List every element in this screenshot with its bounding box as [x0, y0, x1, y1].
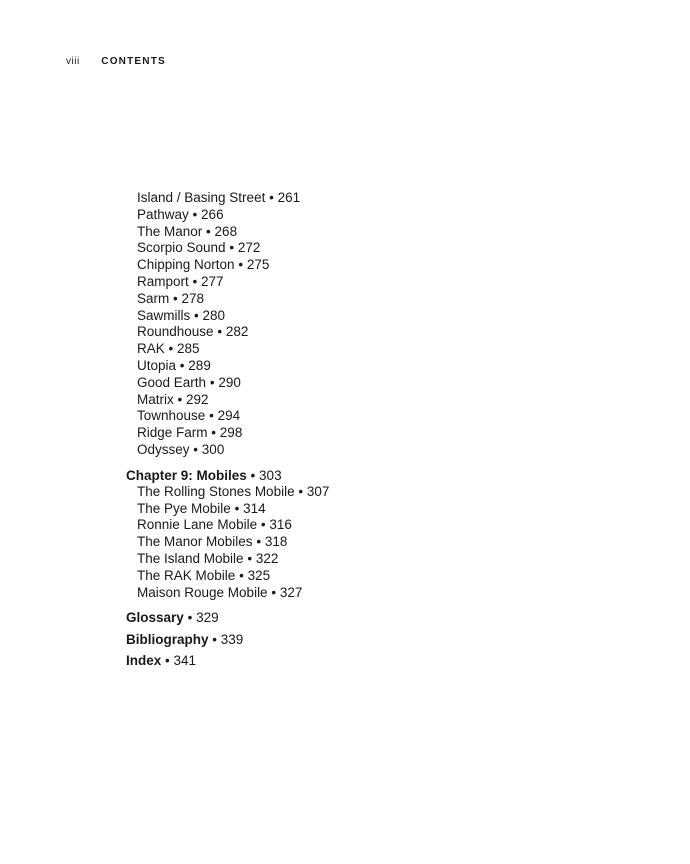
- back-matter: [126, 609, 546, 669]
- toc-entry-title: Utopia: [137, 357, 177, 373]
- toc-entry-title: Ramport: [137, 273, 189, 289]
- toc-separator: •: [173, 290, 178, 306]
- toc-entry-title: The Manor Mobiles: [137, 534, 253, 550]
- toc-entry-page: 322: [255, 550, 279, 566]
- toc-back-page: 339: [220, 631, 244, 647]
- toc-separator: •: [168, 341, 174, 357]
- toc-entry: [137, 534, 546, 551]
- toc-back-entry: [126, 631, 546, 648]
- toc-entry-page: 261: [277, 190, 301, 205]
- toc-entry-page: 272: [237, 240, 261, 256]
- toc-back-page: 329: [196, 610, 219, 626]
- toc-back-entry: [126, 609, 546, 626]
- page-number: viii: [66, 56, 80, 67]
- toc-entry: [137, 442, 546, 459]
- toc-separator: •: [250, 467, 256, 483]
- toc-separator: •: [177, 391, 183, 407]
- toc-entry-title: Sawmills: [137, 307, 191, 323]
- toc-entry-title: Matrix: [137, 391, 174, 407]
- toc-separator: •: [234, 500, 240, 516]
- toc-separator: •: [271, 584, 277, 600]
- toc-entry-page: 318: [264, 534, 288, 550]
- toc-separator: •: [211, 425, 217, 441]
- toc-separator: •: [256, 534, 262, 550]
- toc-entry: [137, 240, 546, 257]
- toc-entry-page: 277: [201, 273, 224, 289]
- toc-entry: [137, 257, 546, 274]
- toc-entry-page: 292: [186, 391, 209, 407]
- toc-entry: [137, 517, 546, 534]
- toc-entry-page: 280: [202, 307, 226, 323]
- toc-separator: •: [193, 441, 199, 457]
- toc-entry-title: Townhouse: [137, 408, 206, 424]
- table-of-contents: [126, 190, 546, 669]
- toc-entry-title: Ronnie Lane Mobile: [137, 517, 258, 533]
- toc-entry-page: 327: [279, 584, 303, 600]
- toc-separator: •: [217, 324, 223, 340]
- toc-entry: [137, 190, 546, 207]
- toc-entry: [137, 568, 546, 585]
- toc-entry: [137, 207, 546, 224]
- toc-entry: [137, 392, 546, 409]
- toc-entry-page: 316: [269, 517, 292, 533]
- toc-entry-title: Roundhouse: [137, 324, 214, 340]
- toc-entry: [137, 585, 546, 602]
- toc-separator: •: [212, 631, 218, 647]
- toc-entry-title: Scorpio Sound: [137, 240, 226, 256]
- toc-back-title: Bibliography: [126, 631, 209, 647]
- toc-entry: [137, 551, 546, 568]
- toc-entry: [137, 484, 546, 501]
- toc-separator: •: [179, 357, 185, 373]
- toc-entry: [137, 375, 546, 392]
- toc-entry: [137, 341, 546, 358]
- toc-entry-page: 294: [217, 408, 241, 424]
- toc-entry-page: 275: [246, 257, 270, 273]
- toc-separator: •: [192, 206, 198, 222]
- toc-entry-page: 290: [218, 374, 241, 390]
- running-head-title: CONTENTS: [101, 56, 166, 67]
- chapter-heading: [126, 467, 546, 484]
- toc-entry-page: 307: [306, 483, 330, 499]
- running-head: [66, 56, 166, 68]
- toc-entry: [137, 274, 546, 291]
- toc-separator: •: [269, 190, 274, 205]
- toc-entry-title: Odyssey: [137, 441, 190, 457]
- toc-separator: •: [260, 517, 266, 533]
- toc-entry-title: The RAK Mobile: [137, 567, 236, 583]
- toc-back-title: Index: [126, 653, 162, 669]
- toc-separator: •: [239, 567, 244, 583]
- toc-entry: [137, 308, 546, 325]
- toc-entry-page: 285: [177, 341, 200, 357]
- toc-separator: •: [165, 653, 170, 669]
- toc-entry-title: RAK: [137, 341, 165, 357]
- toc-separator: •: [187, 610, 193, 626]
- toc-entry: [137, 324, 546, 341]
- chapter-title: Chapter 9: Mobiles: [126, 467, 247, 483]
- toc-entry-page: 325: [247, 567, 271, 583]
- toc-separator: •: [247, 550, 253, 566]
- toc-entry-page: 278: [181, 290, 205, 306]
- toc-back-page: 341: [173, 653, 197, 669]
- toc-entry-title: Good Earth: [137, 374, 207, 390]
- toc-separator: •: [206, 223, 211, 239]
- toc-separator: •: [209, 408, 214, 424]
- toc-back-entry: [126, 652, 546, 669]
- toc-entry-page: 268: [214, 223, 238, 239]
- chapter-entries: [126, 484, 546, 602]
- toc-entry-title: Maison Rouge Mobile: [137, 584, 268, 600]
- chapter-page: 303: [259, 467, 282, 483]
- toc-separator: •: [298, 483, 304, 499]
- continued-entries: [126, 190, 546, 459]
- toc-entry-page: 298: [219, 425, 243, 441]
- toc-entry-title: Pathway: [137, 206, 189, 222]
- toc-entry: [137, 501, 546, 518]
- toc-entry-page: 282: [225, 324, 249, 340]
- toc-entry: [137, 408, 546, 425]
- toc-entry-page: 300: [201, 441, 225, 457]
- toc-separator: •: [229, 240, 235, 256]
- toc-entry-page: 289: [188, 357, 211, 373]
- toc-entry: [137, 358, 546, 375]
- toc-entry-page: 314: [243, 500, 266, 516]
- toc-entry: [137, 224, 546, 241]
- toc-separator: •: [209, 374, 215, 390]
- toc-entry-page: 266: [201, 206, 224, 222]
- toc-entry-title: The Island Mobile: [137, 550, 244, 566]
- toc-entry-title: Chipping Norton: [137, 257, 235, 273]
- toc-separator: •: [194, 307, 199, 323]
- toc-entry-title: The Manor: [137, 223, 203, 239]
- toc-entry-title: Sarm: [137, 290, 170, 306]
- toc-separator: •: [238, 257, 244, 273]
- toc-entry: [137, 291, 546, 308]
- toc-entry-title: The Rolling Stones Mobile: [137, 483, 295, 499]
- toc-entry-title: Island / Basing Street: [137, 190, 266, 205]
- toc-back-title: Glossary: [126, 610, 184, 626]
- toc-entry-title: The Pye Mobile: [137, 500, 231, 516]
- toc-entry: [137, 425, 546, 442]
- toc-separator: •: [192, 273, 198, 289]
- toc-entry-title: Ridge Farm: [137, 425, 208, 441]
